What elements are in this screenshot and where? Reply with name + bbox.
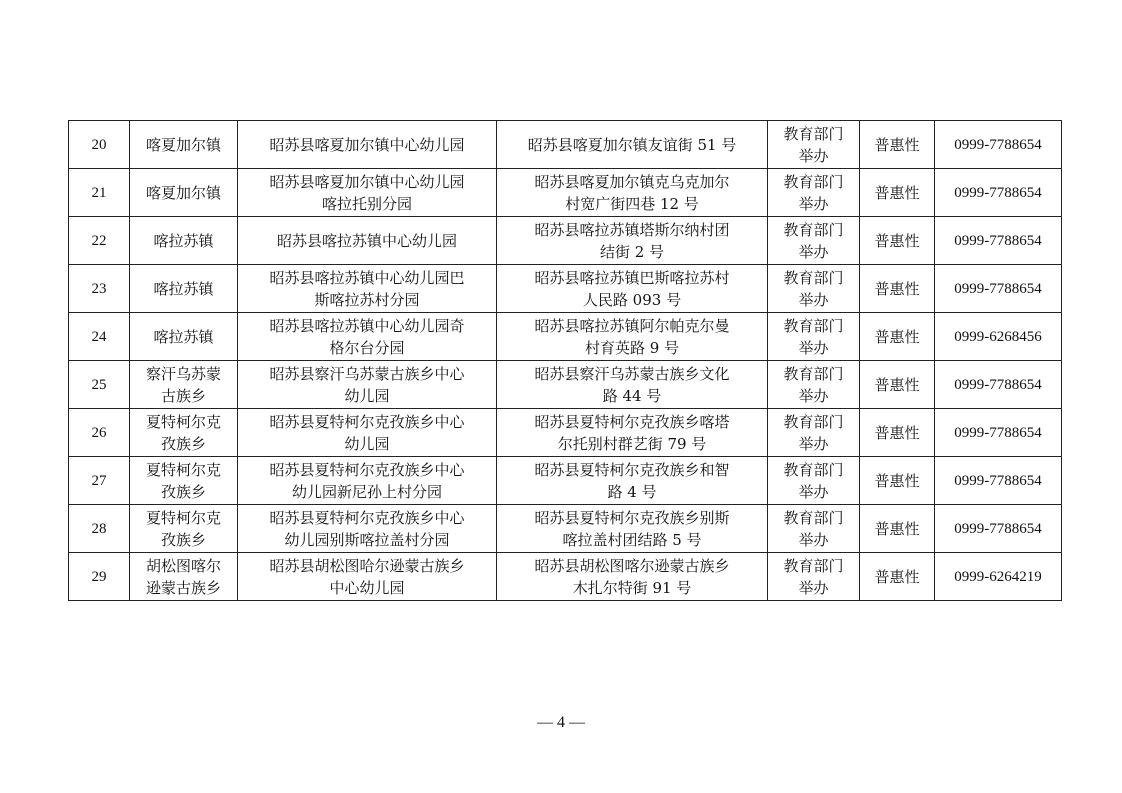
cell-organizer: 教育部门 举办 [768,361,860,409]
cell-organizer: 教育部门 举办 [768,409,860,457]
cell-address: 昭苏县喀夏加尔镇克乌克加尔 村宽广街四巷 12 号 [497,169,768,217]
cell-number: 24 [69,313,130,361]
cell-township: 夏特柯尔克 孜族乡 [130,505,238,553]
cell-township: 胡松图喀尔 逊蒙古族乡 [130,553,238,601]
cell-township: 夏特柯尔克 孜族乡 [130,457,238,505]
cell-number: 28 [69,505,130,553]
table-row [69,265,1062,313]
cell-township: 喀夏加尔镇 [130,121,238,169]
cell-type: 普惠性 [860,361,935,409]
cell-organizer: 教育部门 举办 [768,169,860,217]
cell-type: 普惠性 [860,505,935,553]
cell-kindergarten-name: 昭苏县喀拉苏镇中心幼儿园巴 斯喀拉苏村分园 [238,265,497,313]
cell-organizer: 教育部门 举办 [768,121,860,169]
cell-number: 25 [69,361,130,409]
cell-phone: 0999-6264219 [935,553,1062,601]
cell-address: 昭苏县夏特柯尔克孜族乡和智 路 4 号 [497,457,768,505]
cell-township: 喀夏加尔镇 [130,169,238,217]
table-row [69,409,1062,457]
cell-number: 21 [69,169,130,217]
cell-number: 20 [69,121,130,169]
table-row [69,313,1062,361]
cell-number: 27 [69,457,130,505]
cell-number: 26 [69,409,130,457]
table-row [69,505,1062,553]
cell-kindergarten-name: 昭苏县胡松图哈尔逊蒙古族乡 中心幼儿园 [238,553,497,601]
cell-address: 昭苏县夏特柯尔克孜族乡喀塔 尔托别村群艺街 79 号 [497,409,768,457]
cell-type: 普惠性 [860,169,935,217]
cell-address: 昭苏县喀拉苏镇阿尔帕克尔曼 村育英路 9 号 [497,313,768,361]
cell-phone: 0999-7788654 [935,169,1062,217]
cell-phone: 0999-7788654 [935,409,1062,457]
table-row [69,169,1062,217]
cell-organizer: 教育部门 举办 [768,553,860,601]
page-number: — 4 — [537,714,585,731]
cell-kindergarten-name: 昭苏县喀夏加尔镇中心幼儿园 [238,121,497,169]
cell-township: 喀拉苏镇 [130,313,238,361]
cell-organizer: 教育部门 举办 [768,457,860,505]
cell-address: 昭苏县察汗乌苏蒙古族乡文化 路 44 号 [497,361,768,409]
cell-organizer: 教育部门 举办 [768,505,860,553]
cell-type: 普惠性 [860,553,935,601]
kindergarten-table [68,120,1062,601]
cell-phone: 0999-7788654 [935,121,1062,169]
table-row [69,553,1062,601]
cell-kindergarten-name: 昭苏县喀夏加尔镇中心幼儿园 喀拉托别分园 [238,169,497,217]
cell-township: 喀拉苏镇 [130,217,238,265]
table-row [69,217,1062,265]
cell-address: 昭苏县喀夏加尔镇友谊街 51 号 [497,121,768,169]
table-row [69,457,1062,505]
cell-type: 普惠性 [860,121,935,169]
table-row [69,361,1062,409]
cell-kindergarten-name: 昭苏县夏特柯尔克孜族乡中心 幼儿园新尼孙上村分园 [238,457,497,505]
cell-organizer: 教育部门 举办 [768,217,860,265]
cell-address: 昭苏县喀拉苏镇巴斯喀拉苏村 人民路 093 号 [497,265,768,313]
cell-phone: 0999-7788654 [935,505,1062,553]
cell-phone: 0999-7788654 [935,457,1062,505]
cell-type: 普惠性 [860,217,935,265]
cell-phone: 0999-7788654 [935,217,1062,265]
cell-phone: 0999-7788654 [935,361,1062,409]
cell-organizer: 教育部门 举办 [768,265,860,313]
cell-township: 察汗乌苏蒙 古族乡 [130,361,238,409]
cell-phone: 0999-6268456 [935,313,1062,361]
table-row [69,121,1062,169]
cell-number: 22 [69,217,130,265]
cell-phone: 0999-7788654 [935,265,1062,313]
cell-type: 普惠性 [860,265,935,313]
cell-number: 23 [69,265,130,313]
cell-kindergarten-name: 昭苏县喀拉苏镇中心幼儿园奇 格尔台分园 [238,313,497,361]
table-body [69,121,1062,601]
cell-kindergarten-name: 昭苏县夏特柯尔克孜族乡中心 幼儿园 [238,409,497,457]
cell-kindergarten-name: 昭苏县喀拉苏镇中心幼儿园 [238,217,497,265]
cell-address: 昭苏县喀拉苏镇塔斯尔纳村团 结街 2 号 [497,217,768,265]
cell-township: 夏特柯尔克 孜族乡 [130,409,238,457]
cell-kindergarten-name: 昭苏县夏特柯尔克孜族乡中心 幼儿园别斯喀拉盖村分园 [238,505,497,553]
cell-organizer: 教育部门 举办 [768,313,860,361]
cell-type: 普惠性 [860,409,935,457]
cell-type: 普惠性 [860,457,935,505]
cell-kindergarten-name: 昭苏县察汗乌苏蒙古族乡中心 幼儿园 [238,361,497,409]
cell-address: 昭苏县夏特柯尔克孜族乡别斯 喀拉盖村团结路 5 号 [497,505,768,553]
cell-address: 昭苏县胡松图喀尔逊蒙古族乡 木扎尔特街 91 号 [497,553,768,601]
cell-type: 普惠性 [860,313,935,361]
cell-township: 喀拉苏镇 [130,265,238,313]
cell-number: 29 [69,553,130,601]
